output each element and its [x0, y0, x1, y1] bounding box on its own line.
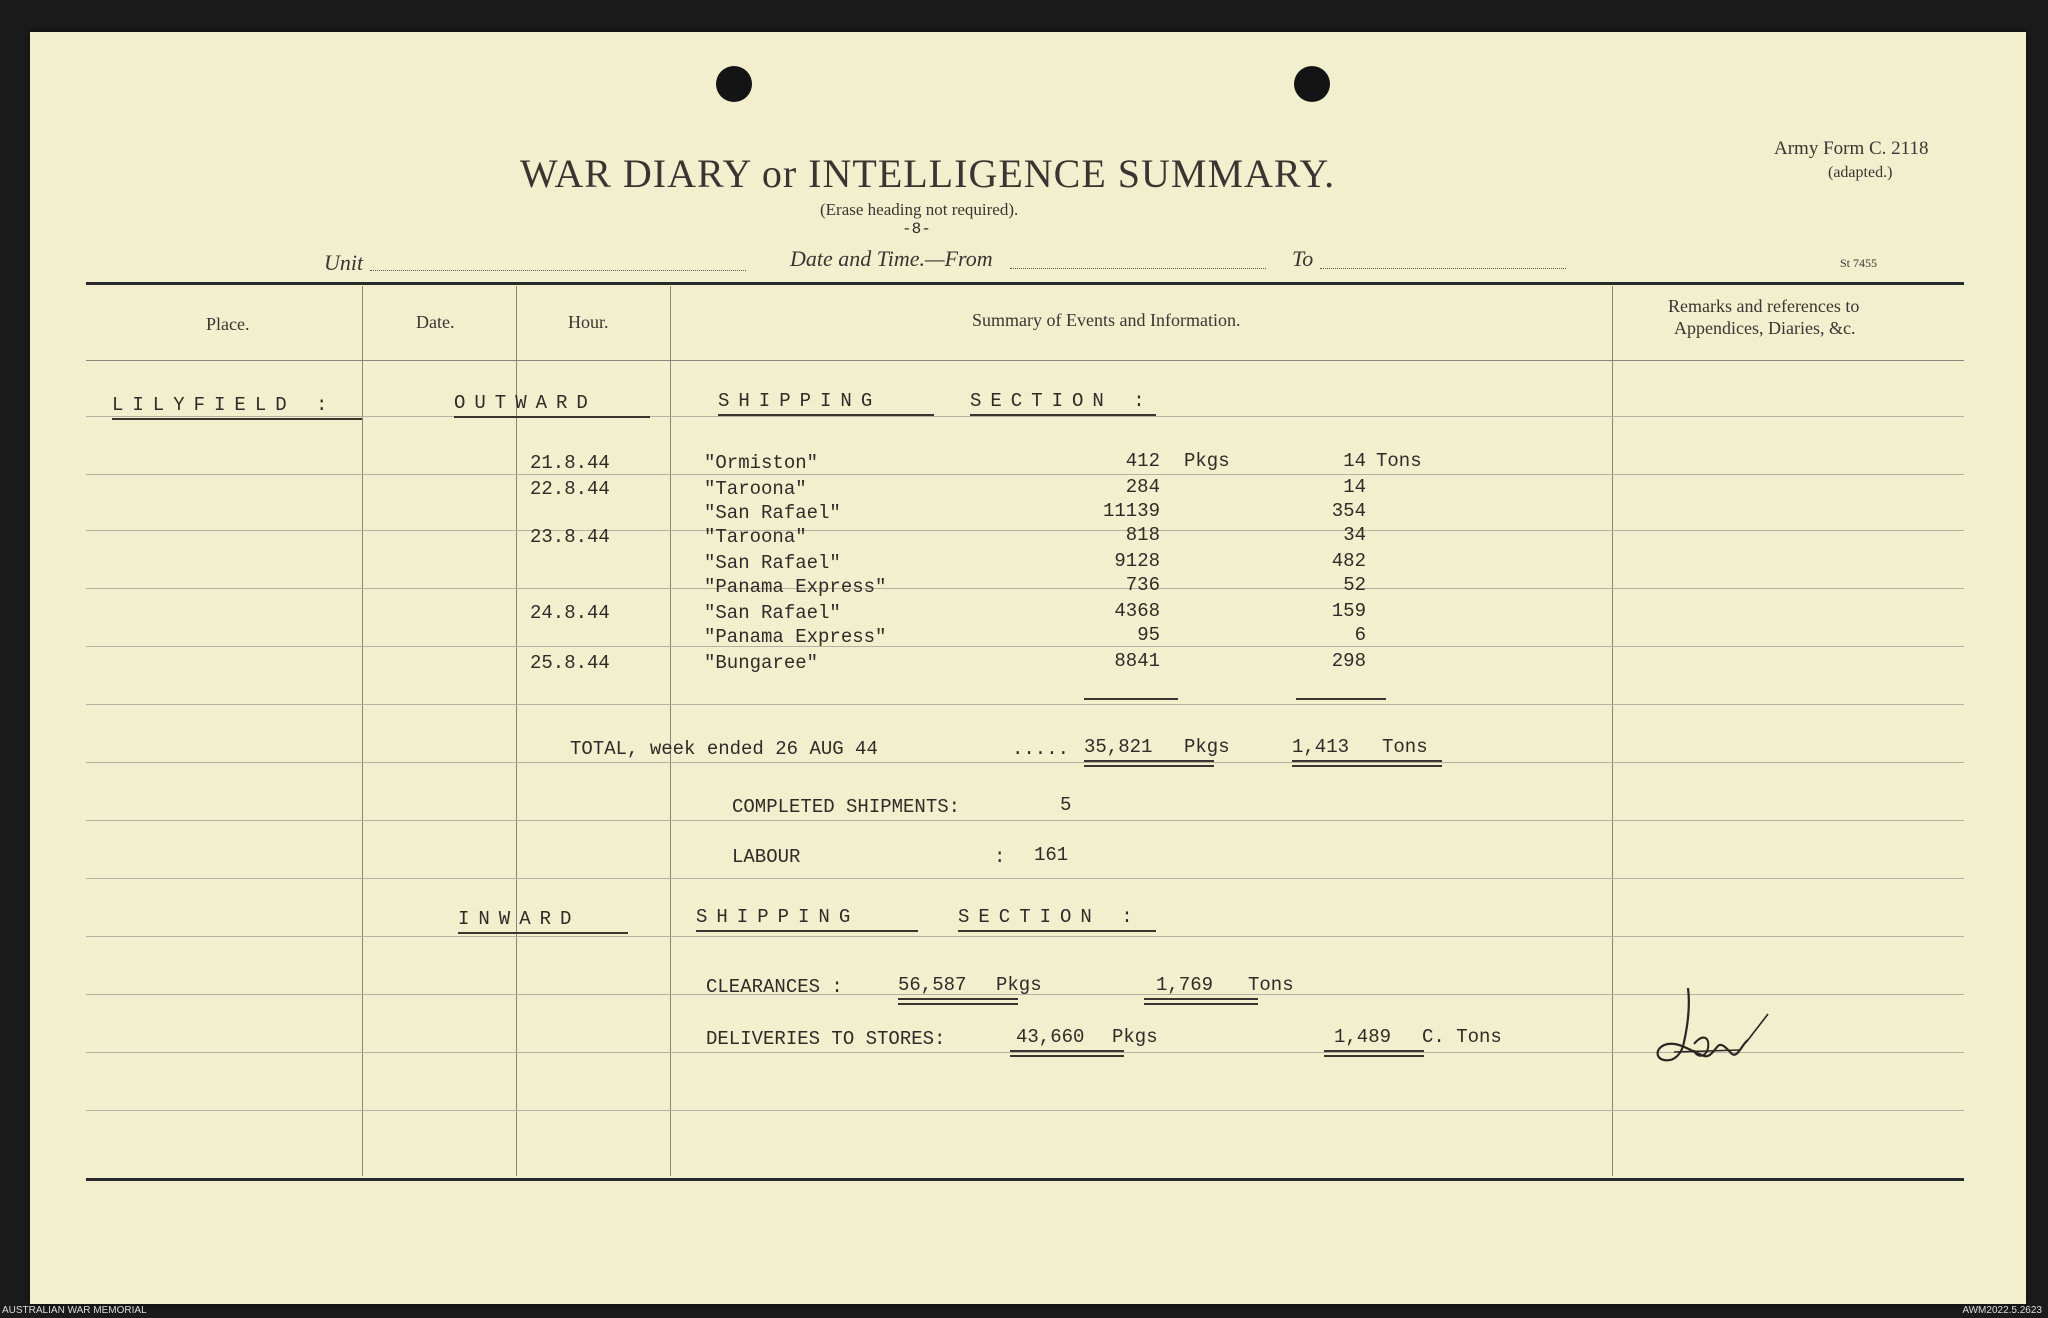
- ruled-line: [86, 646, 1964, 647]
- outward-underline: [454, 416, 650, 418]
- form-subtitle: (Erase heading not required).: [820, 200, 1019, 219]
- ruled-line: [86, 878, 1964, 879]
- labour-colon: :: [994, 846, 1006, 868]
- shipment-pkgs: 8841: [1114, 650, 1160, 672]
- shipment-tons-unit: Tons: [1376, 450, 1422, 472]
- clearances-tons-unit: Tons: [1248, 974, 1294, 996]
- col-header-summary: Summary of Events and Information.: [972, 310, 1241, 330]
- completed-shipments-label: COMPLETED SHIPMENTS:: [732, 796, 961, 818]
- total-pkgs: 35,821: [1084, 736, 1153, 758]
- labour-value: 161: [1034, 844, 1069, 866]
- war-diary-sheet: [30, 32, 2026, 1304]
- deliveries-pkgs-underline: [1010, 1050, 1124, 1052]
- unit-label: Unit: [324, 250, 364, 275]
- outward-shipping-underline: [718, 414, 934, 416]
- header-divider: [86, 360, 1964, 361]
- total-pkgs-underline-2: [1084, 765, 1214, 767]
- total-dots: .....: [1012, 738, 1070, 760]
- subtotal-rule-pkgs: [1084, 698, 1178, 700]
- total-pkgs-unit: Pkgs: [1184, 736, 1230, 758]
- shipment-vessel: "Bungaree": [704, 652, 819, 674]
- army-form-adapted: (adapted.): [1828, 164, 1893, 181]
- deliveries-pkgs: 43,660: [1016, 1026, 1085, 1048]
- shipment-vessel: "San Rafael": [704, 552, 841, 574]
- punch-hole-left: [716, 66, 752, 102]
- outward-shipping-heading: SHIPPING: [718, 390, 882, 412]
- shipment-pkgs: 11139: [1102, 500, 1160, 522]
- col-header-date: Date.: [416, 312, 455, 332]
- col-header-remarks-2: Appendices, Diaries, &c.: [1674, 318, 1856, 338]
- completed-shipments-value: 5: [1060, 794, 1072, 816]
- officer-signature: [1644, 984, 1784, 1082]
- ruled-line: [86, 704, 1964, 705]
- form-title: WAR DIARY or INTELLIGENCE SUMMARY.: [520, 151, 1336, 196]
- stock-number: St 7455: [1840, 256, 1878, 270]
- shipment-tons: 14: [1343, 476, 1366, 498]
- total-tons-underline: [1292, 760, 1442, 762]
- shipment-pkgs: 284: [1125, 476, 1160, 498]
- shipment-vessel: "San Rafael": [704, 502, 841, 524]
- ruled-line: [86, 820, 1964, 821]
- col-header-place: Place.: [206, 314, 250, 334]
- ruled-line: [86, 416, 1964, 417]
- clearances-pkgs-underline-2: [898, 1003, 1018, 1005]
- shipment-tons: 34: [1343, 524, 1366, 546]
- shipment-vessel: "Taroona": [704, 478, 807, 500]
- shipment-pkgs: 4368: [1114, 600, 1160, 622]
- shipment-tons: 482: [1331, 550, 1366, 572]
- date-time-label: Date and Time.—From: [790, 246, 993, 271]
- outward-heading: OUTWARD: [454, 392, 597, 414]
- col-rule-hour: [670, 286, 671, 1176]
- shipment-date: 25.8.44: [530, 652, 610, 674]
- inward-shipping-heading: SHIPPING: [696, 906, 860, 928]
- shipment-pkgs: 818: [1125, 524, 1160, 546]
- army-form-number: Army Form C. 2118: [1774, 138, 1929, 159]
- deliveries-pkgs-unit: Pkgs: [1112, 1026, 1158, 1048]
- clearances-tons-underline: [1144, 998, 1258, 1000]
- shipment-tons: 6: [1354, 624, 1366, 646]
- shipment-date: 23.8.44: [530, 526, 610, 548]
- shipment-pkgs: 9128: [1114, 550, 1160, 572]
- inward-underline: [458, 932, 628, 934]
- labour-label: LABOUR: [732, 846, 801, 868]
- total-tons-unit: Tons: [1382, 736, 1428, 758]
- deliveries-tons-unit: C. Tons: [1422, 1026, 1502, 1048]
- total-pkgs-underline: [1084, 760, 1214, 762]
- shipment-vessel: "Ormiston": [704, 452, 819, 474]
- to-label: To: [1292, 246, 1314, 271]
- clearances-pkgs-unit: Pkgs: [996, 974, 1042, 996]
- place-lilyfield: LILYFIELD :: [112, 394, 337, 416]
- archive-name: AUSTRALIAN WAR MEMORIAL: [2, 1305, 147, 1316]
- archive-reference: AWM2022.5.2623: [1962, 1305, 2042, 1316]
- unit-field: [370, 270, 746, 271]
- shipment-pkgs: 95: [1137, 624, 1160, 646]
- clearances-tons: 1,769: [1156, 974, 1214, 996]
- shipment-pkgs: 736: [1125, 574, 1160, 596]
- shipment-tons: 354: [1331, 500, 1366, 522]
- shipment-vessel: "San Rafael": [704, 602, 841, 624]
- ruled-line: [86, 762, 1964, 763]
- total-tons: 1,413: [1292, 736, 1350, 758]
- inward-heading: INWARD: [458, 908, 581, 930]
- total-tons-underline-2: [1292, 765, 1442, 767]
- clearances-label: CLEARANCES :: [706, 976, 843, 998]
- shipment-tons: 52: [1343, 574, 1366, 596]
- table-top-rule: [86, 282, 1964, 285]
- place-underline: [112, 418, 362, 420]
- shipment-tons: 14: [1343, 450, 1366, 472]
- shipment-date: 22.8.44: [530, 478, 610, 500]
- inward-section-underline: [958, 930, 1156, 932]
- clearances-pkgs: 56,587: [898, 974, 967, 996]
- col-rule-place: [362, 286, 363, 1176]
- subtotal-rule-tons: [1296, 698, 1386, 700]
- col-header-remarks-1: Remarks and references to: [1668, 296, 1860, 316]
- shipment-vessel: "Panama Express": [704, 626, 887, 648]
- deliveries-label: DELIVERIES TO STORES:: [706, 1028, 946, 1050]
- ruled-line: [86, 474, 1964, 475]
- clearances-tons-underline-2: [1144, 1003, 1258, 1005]
- deliveries-tons: 1,489: [1334, 1026, 1392, 1048]
- shipment-date: 21.8.44: [530, 452, 610, 474]
- shipment-vessel: "Panama Express": [704, 576, 887, 598]
- shipment-tons: 298: [1331, 650, 1366, 672]
- inward-section-heading: SECTION :: [958, 906, 1142, 928]
- shipment-pkgs: 412: [1125, 450, 1160, 472]
- shipment-tons: 159: [1331, 600, 1366, 622]
- total-label: TOTAL, week ended 26 AUG 44: [570, 738, 878, 760]
- col-header-hour: Hour.: [568, 312, 609, 332]
- col-rule-date: [516, 286, 517, 1176]
- date-from-field: [1010, 268, 1266, 269]
- shipment-date: 24.8.44: [530, 602, 610, 624]
- shipment-vessel: "Taroona": [704, 526, 807, 548]
- deliveries-tons-underline: [1324, 1050, 1424, 1052]
- ruled-line: [86, 936, 1964, 937]
- date-to-field: [1320, 268, 1566, 269]
- page-number: -8-: [902, 220, 931, 238]
- shipment-pkgs-unit: Pkgs: [1184, 450, 1230, 472]
- deliveries-pkgs-underline-2: [1010, 1055, 1124, 1057]
- archive-footer: [0, 1305, 2048, 1318]
- deliveries-tons-underline-2: [1324, 1055, 1424, 1057]
- inward-shipping-underline: [696, 930, 918, 932]
- ruled-line: [86, 1110, 1964, 1111]
- outward-section-underline: [970, 414, 1156, 416]
- table-bottom-rule: [86, 1178, 1964, 1181]
- ruled-line: [86, 530, 1964, 531]
- punch-hole-right: [1294, 66, 1330, 102]
- col-rule-summary: [1612, 286, 1613, 1176]
- outward-section-heading: SECTION :: [970, 390, 1154, 412]
- clearances-pkgs-underline: [898, 998, 1018, 1000]
- ruled-line: [86, 588, 1964, 589]
